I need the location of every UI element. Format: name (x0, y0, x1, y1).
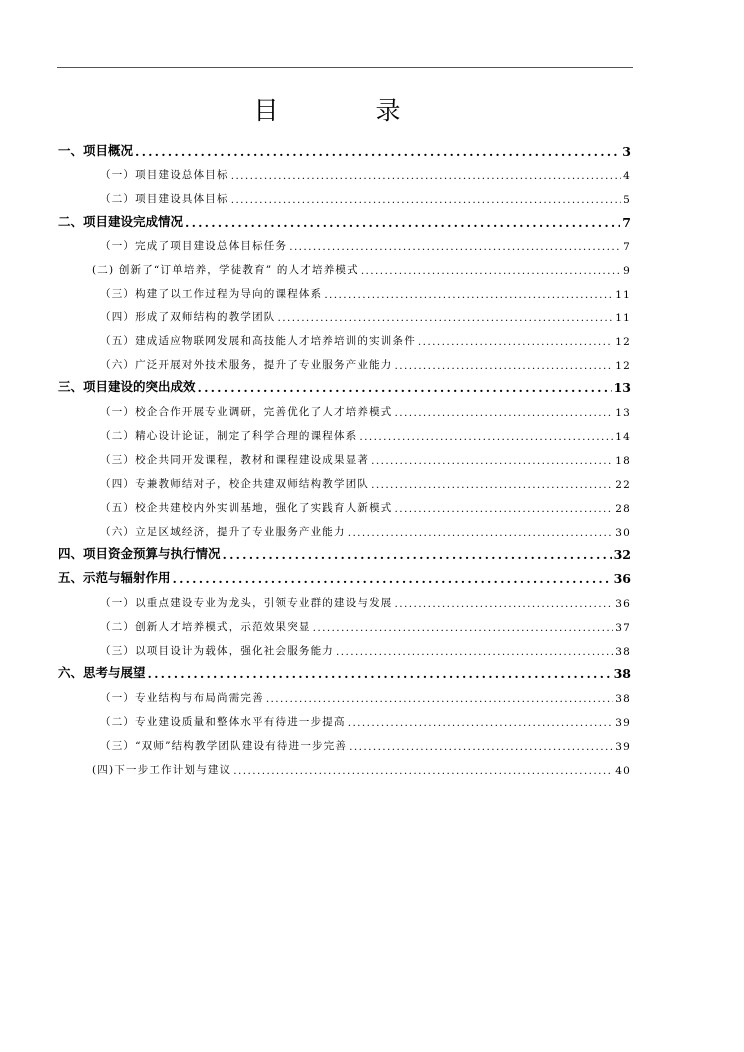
toc-dot-leader (418, 336, 613, 348)
toc-entry-label: （五）校企共建校内外实训基地，强化了实践育人新模式 (100, 502, 393, 514)
toc-section-entry[interactable] (58, 212, 631, 230)
toc-subsection-entry[interactable] (100, 306, 631, 324)
toc-page-number: 36 (613, 571, 631, 586)
toc-page-number: 7 (623, 241, 631, 253)
toc-page-number: 12 (615, 336, 631, 348)
toc-dot-leader (349, 741, 613, 753)
toc-subsection-entry[interactable] (100, 592, 631, 610)
toc-entry-label: （三）以项目设计为载体，强化社会服务能力 (100, 645, 334, 657)
toc-dot-leader (148, 666, 612, 681)
toc-subsection-entry[interactable] (100, 473, 631, 491)
toc-page-number: 32 (613, 547, 631, 562)
toc-dot-leader (371, 455, 613, 467)
toc-page-number: 39 (615, 741, 631, 753)
toc-dot-leader (395, 360, 614, 372)
toc-subsection-entry[interactable] (100, 330, 631, 348)
toc-dot-leader (395, 407, 614, 419)
toc-entry-label: （一）完成了项目建设总体目标任务 (100, 240, 288, 252)
toc-page-number: 14 (615, 431, 631, 443)
toc-page-number: 36 (615, 598, 631, 610)
toc-subsection-entry[interactable] (100, 354, 631, 372)
toc-entry-label: 五、示范与辐射作用 (58, 570, 171, 585)
toc-dot-leader (173, 571, 612, 586)
toc-dot-leader (359, 431, 613, 443)
toc-entry-label: （二）项目建设具体目标 (100, 193, 229, 205)
toc-entry-label: （一）以重点建设专业为龙头，引领专业群的建设与发展 (100, 597, 393, 609)
toc-page-number: 38 (615, 693, 631, 705)
toc-entry-label: 三、项目建设的突出成效 (58, 379, 196, 394)
toc-page-number: 4 (623, 170, 631, 182)
toc-page-number: 38 (615, 646, 631, 658)
toc-page-number: 28 (615, 503, 631, 515)
toc-dot-leader (198, 380, 612, 395)
toc-dot-leader (348, 527, 614, 539)
toc-page-number: 30 (615, 527, 631, 539)
toc-page-number: 3 (622, 144, 631, 159)
toc-page-number: 5 (623, 194, 631, 206)
toc-subsection-entry[interactable] (100, 235, 631, 253)
toc-entry-label: （五）建成适应物联网发展和高技能人才培养培训的实训条件 (100, 335, 416, 347)
toc-dot-leader (231, 194, 621, 206)
toc-dot-leader (395, 503, 614, 515)
header-rule (57, 67, 633, 68)
toc-dot-leader (336, 646, 613, 658)
toc-subsection-entry[interactable] (100, 188, 631, 206)
toc-subsection-entry[interactable] (92, 259, 631, 277)
toc-dot-leader (395, 598, 614, 610)
toc-dot-leader (135, 144, 620, 159)
toc-subsection-entry[interactable] (100, 616, 631, 634)
toc-subsection-entry[interactable] (100, 735, 631, 753)
toc-page-number: 39 (615, 717, 631, 729)
toc-entry-label: （二）专业建设质量和整体水平有待进一步提高 (100, 716, 346, 728)
toc-entry-label: 六、思考与展望 (58, 665, 146, 680)
toc-entry-label: (二) 创新了“订单培养，学徒教育” 的人才培养模式 (92, 264, 359, 276)
toc-section-entry[interactable] (58, 568, 631, 586)
toc-dot-leader (361, 265, 621, 277)
toc-subsection-entry[interactable] (100, 687, 631, 705)
toc-entry-label: （六）广泛开展对外技术服务，提升了专业服务产业能力 (100, 359, 393, 371)
toc-entry-label: (四)下一步工作计划与建议 (92, 764, 232, 776)
toc-subsection-entry[interactable] (100, 640, 631, 658)
toc-entry-label: （二）精心设计论证，制定了科学合理的课程体系 (100, 430, 358, 442)
toc-entry-label: 四、项目资金预算与执行情况 (58, 546, 221, 561)
toc-subsection-entry[interactable] (92, 759, 631, 777)
toc-page-number: 12 (615, 360, 631, 372)
toc-entry-label: （二）创新人才培养模式，示范效果突显 (100, 621, 311, 633)
toc-dot-leader (289, 241, 621, 253)
toc-page-number: 11 (615, 312, 631, 324)
toc-page-number: 37 (615, 622, 631, 634)
toc-page-number: 13 (613, 380, 631, 395)
toc-dot-leader (185, 215, 620, 230)
toc-section-entry[interactable] (58, 377, 631, 395)
toc-dot-leader (223, 547, 612, 562)
toc-subsection-entry[interactable] (100, 283, 631, 301)
toc-subsection-entry[interactable] (100, 401, 631, 419)
toc-page-number: 7 (622, 215, 631, 230)
toc-page-number: 38 (613, 666, 631, 681)
toc-entry-label: （一）专业结构与布局尚需完善 (100, 692, 264, 704)
toc-entry-label: （四）形成了双师结构的教学团队 (100, 311, 276, 323)
toc-subsection-entry[interactable] (100, 425, 631, 443)
toc-page-number: 22 (615, 479, 631, 491)
toc-dot-leader (266, 693, 613, 705)
toc-entry-label: （六）立足区域经济，提升了专业服务产业能力 (100, 526, 346, 538)
toc-entry-label: （三）“双师”结构教学团队建设有待进一步完善 (100, 740, 348, 752)
toc-page-number: 9 (623, 265, 631, 277)
toc-entry-label: 一、项目概况 (58, 143, 134, 158)
toc-subsection-entry[interactable] (100, 521, 631, 539)
toc-dot-leader (278, 312, 614, 324)
toc-page-number: 18 (615, 455, 631, 467)
toc-subsection-entry[interactable] (100, 449, 631, 467)
toc-dot-leader (371, 479, 613, 491)
toc-section-entry[interactable] (58, 544, 631, 562)
toc-dot-leader (348, 717, 614, 729)
toc-entry-label: （一）项目建设总体目标 (100, 169, 229, 181)
toc-subsection-entry[interactable] (100, 164, 631, 182)
toc-page-number: 13 (615, 407, 631, 419)
toc-section-entry[interactable] (58, 141, 631, 159)
toc-section-entry[interactable] (58, 663, 631, 681)
toc-page-number: 11 (615, 289, 631, 301)
toc-entry-label: （四）专兼教师结对子，校企共建双师结构教学团队 (100, 478, 370, 490)
page-title: 目 录 (253, 96, 437, 125)
toc-entry-label: （一）校企合作开展专业调研，完善优化了人才培养模式 (100, 406, 393, 418)
toc-entry-label: 二、项目建设完成情况 (58, 214, 184, 229)
toc-dot-leader (313, 622, 614, 634)
toc-subsection-entry[interactable] (100, 711, 631, 729)
toc-entry-label: （三）构建了以工作过程为导向的课程体系 (100, 288, 323, 300)
toc-dot-leader (324, 289, 613, 301)
toc-subsection-entry[interactable] (100, 497, 631, 515)
toc-page-number: 40 (615, 765, 631, 777)
toc-dot-leader (231, 170, 621, 182)
toc-entry-label: （三）校企共同开发课程，教材和课程建设成果显著 (100, 454, 370, 466)
toc-dot-leader (233, 765, 613, 777)
